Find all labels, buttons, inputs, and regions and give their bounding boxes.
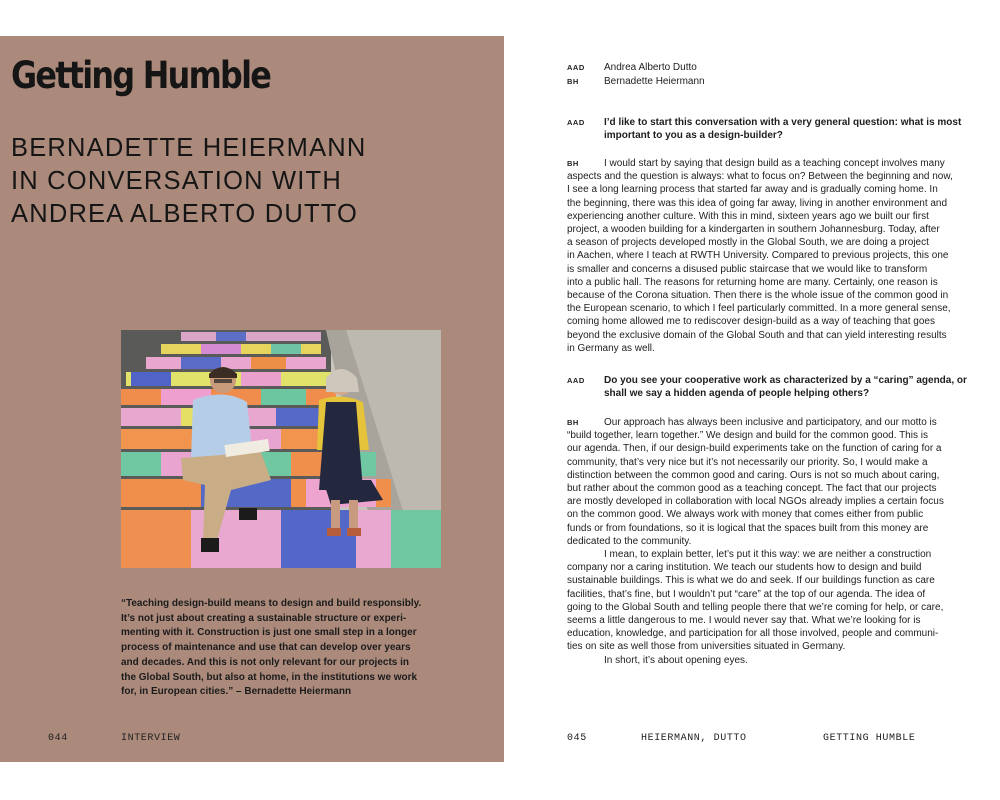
speaker-abbr: AAD — [567, 376, 585, 385]
subtitle-line: IN CONVERSATION WITH — [11, 167, 342, 195]
answer-text-line: facilities, that’s fine, but I wouldn’t put “care” at the top of our agenda. The idea of — [567, 588, 926, 600]
speaker-abbr: AAD — [567, 63, 585, 72]
interview-subtitle — [11, 132, 367, 231]
answer-text-line: seems a little dangerous to me. I would never say that. What we’re looking for is — [567, 615, 921, 627]
answer-text-line: dedicated to the community. — [567, 535, 692, 547]
quote-line: the Global South, but also at home, in the institutions we work — [121, 671, 418, 683]
quote-line: process of maintenance and use that can develop over years — [121, 642, 411, 654]
answer-text-line: the beginning, there was this idea of going far away, living in another environment and — [567, 197, 948, 209]
right-page-number: 045 — [567, 733, 587, 744]
left-page — [0, 36, 504, 762]
answer-text-line: coming home allowed me to rediscover design-build as a way of teaching that goes — [567, 316, 935, 328]
question-text-line: shall we say a hidden agenda of people helping others? — [604, 388, 870, 400]
answer-text-line: Our approach has always been inclusive and participatory, and our motto is — [604, 417, 937, 428]
subtitle-line: ANDREA ALBERTO DUTTO — [11, 200, 359, 228]
interview-photo — [121, 330, 441, 568]
answer-2 — [567, 416, 997, 667]
speaker-list — [567, 62, 705, 90]
answer-text-line: on the common good. We always work with money that comes either from public — [567, 509, 924, 521]
question-text-line: Do you see your cooperative work as characterized by a “caring” agenda, or — [604, 375, 967, 386]
answer-text-line: ties on site as well those from universities situated in Germany. — [567, 641, 846, 653]
speaker-abbr: AAD — [567, 118, 585, 127]
answer-text-line: but rather about the common good as a teaching concept. The fact that our projects — [567, 483, 937, 495]
quote-line: menting with it. Construction is just one small step in a longer — [121, 627, 417, 639]
answer-1 — [567, 157, 997, 355]
quote-line: “Teaching design-build means to design and build responsibly. — [121, 598, 422, 609]
answer-text-line: our agenda. Then, if our design-build experiments take on the function of caring for a — [567, 443, 942, 455]
answer-text-line: in Aachen, where I teach at RWTH University. Compared to previous projects, this one — [567, 250, 949, 262]
answer-text-line: I would start by saying that design build as a teaching concept involves many — [604, 158, 945, 169]
speaker-abbr: BH — [567, 77, 579, 86]
answer-text-line: beyond the exclusive domain of the Global South and that can yield interesting results — [567, 329, 947, 341]
answer-text-line: is smaller and concerns a disused public staircase that we would like to transform — [567, 263, 928, 275]
answer-text-line: community, that’s very nice but it’s not necessarily our priority. So, I would make a — [567, 456, 928, 468]
subtitle-line: BERNADETTE HEIERMANN — [11, 134, 367, 162]
answer-text-line: In short, it’s about opening eyes. — [604, 654, 748, 666]
answer-text-line: are mostly developed in collaboration with local NGOs already implies a certain focus — [567, 496, 944, 508]
quote-line: for, in European cities.” – Bernadette Heiermann — [121, 686, 352, 698]
quote-line: and decades. And this is not only relevant for our projects in — [121, 656, 410, 668]
answer-text-line: project, a wooden building for a kindergarten in southern Johannesburg. Today, after — [567, 224, 940, 236]
running-head-authors: HEIERMANN, DUTTO — [641, 733, 747, 744]
answer-text-line: I see a long learning process that started far away and is gradually coming home. In — [567, 184, 938, 196]
question-text-line: I’d like to start this conversation with a very general question: what is most — [604, 117, 962, 128]
speaker-name: Bernadette Heiermann — [604, 76, 705, 87]
question-1 — [567, 116, 997, 142]
answer-text-line: “build together, learn together.” We design and build for the common good. This is — [567, 430, 928, 442]
speaker-entry — [567, 62, 705, 76]
quote-line: It’s not just about creating a sustainable structure or experi- — [121, 612, 407, 624]
speaker-abbr: BH — [567, 418, 579, 427]
question-2 — [567, 374, 997, 400]
answer-text-line: company nor a caring institution. We teach our students how to design and build — [567, 562, 922, 574]
question-text-line: important to you as a design-builder? — [604, 130, 783, 142]
running-head-title: GETTING HUMBLE — [823, 733, 916, 744]
left-page-number: 044 — [48, 733, 68, 744]
answer-text-line: going to the Global South and telling people there that we’re coming for help, or care, — [567, 601, 944, 613]
answer-text-line: experiencing another culture. With this in mind, sixteen years ago we built our first — [567, 210, 929, 222]
answer-text-line: education, knowledge, and participation for all those involved, people and communi- — [567, 628, 939, 640]
answer-text-line: a season of projects developed mostly in the Global South, we are doing a project — [567, 237, 929, 249]
speaker-name: Andrea Alberto Dutto — [604, 62, 697, 73]
answer-text-line: into a public hall. The reasons for returning home are many. Certainly, one reason is — [567, 276, 938, 288]
answer-text-line: aspects and the question is always: what to focus on? Between the beginning and now, — [567, 171, 953, 183]
pull-quote — [121, 597, 451, 700]
page-title: Getting Humble — [11, 54, 271, 97]
left-section-label: INTERVIEW — [121, 733, 181, 744]
answer-text-line: sustainable buildings. This is what we do and seek. If our buildings function as care — [567, 575, 935, 587]
answer-text-line: the European scenario, to which I feel particularly committed. In a more general sense, — [567, 303, 951, 315]
answer-text-line: in Germany as well. — [567, 342, 655, 354]
speaker-abbr: BH — [567, 159, 579, 168]
answer-text-line: funds or from foundations, so it is logical that the spaces built from this money are — [567, 522, 929, 534]
answer-text-line: because of the Corona situation. Then there is the whole issue of the common good in — [567, 290, 949, 302]
speaker-entry — [567, 76, 705, 90]
answer-text-line: distinction between the common good and caring. Ours is not so much about caring, — [567, 469, 940, 481]
answer-text-line: I mean, to explain better, let’s put it this way: we are neither a construction — [604, 549, 932, 561]
